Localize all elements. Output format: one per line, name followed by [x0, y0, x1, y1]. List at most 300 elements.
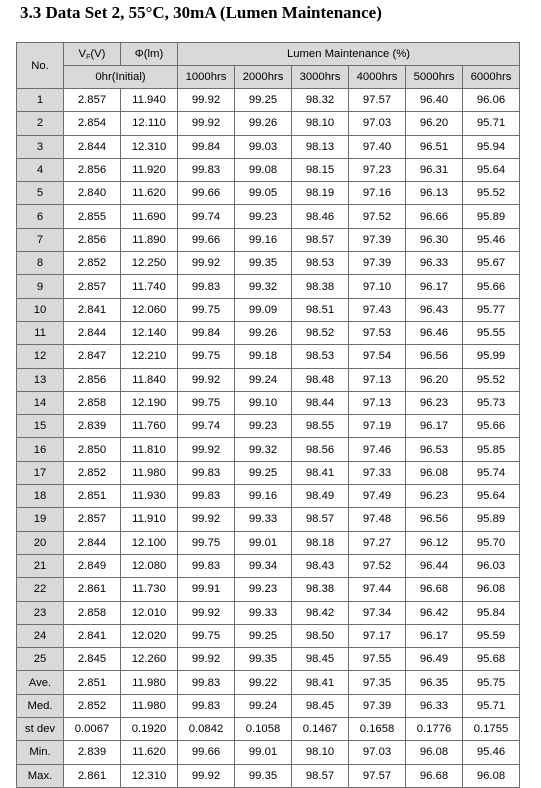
- table-cell: 95.71: [463, 694, 520, 717]
- table-cell: 97.39: [349, 228, 406, 251]
- table-cell: 99.32: [235, 275, 292, 298]
- table-cell: 97.48: [349, 508, 406, 531]
- table-cell: 12.210: [121, 345, 178, 368]
- table-cell: 2.855: [64, 205, 121, 228]
- header-vf-unit: (V): [90, 47, 106, 60]
- row-label: 7: [17, 228, 64, 251]
- table-row: [17, 485, 520, 508]
- section-title: 3.3 Data Set 2, 55°C, 30mA (Lumen Maintenance): [20, 3, 382, 22]
- table-cell: 99.25: [235, 624, 292, 647]
- header-hour: 6000hrs: [463, 66, 520, 89]
- table-cell: 98.10: [292, 741, 349, 764]
- table-cell: 99.75: [178, 624, 235, 647]
- table-cell: 98.15: [292, 158, 349, 181]
- table-cell: 99.25: [235, 461, 292, 484]
- table-cell: 98.19: [292, 182, 349, 205]
- table-cell: 99.10: [235, 391, 292, 414]
- table-cell: 0.1658: [349, 718, 406, 741]
- table-cell: 95.73: [463, 391, 520, 414]
- table-cell: 2.844: [64, 321, 121, 344]
- row-label: st dev: [17, 718, 64, 741]
- table-cell: 96.31: [406, 158, 463, 181]
- table-cell: 99.35: [235, 764, 292, 787]
- table-row: [17, 158, 520, 181]
- table-cell: 95.71: [463, 112, 520, 135]
- table-cell: 95.46: [463, 741, 520, 764]
- table-cell: 12.020: [121, 624, 178, 647]
- table-cell: 99.22: [235, 671, 292, 694]
- table-cell: 95.70: [463, 531, 520, 554]
- table-cell: 2.854: [64, 112, 121, 135]
- table-cell: 99.92: [178, 438, 235, 461]
- table-cell: 11.890: [121, 228, 178, 251]
- row-label: 5: [17, 182, 64, 205]
- table-cell: 98.42: [292, 601, 349, 624]
- table-cell: 2.850: [64, 438, 121, 461]
- table-cell: 99.26: [235, 112, 292, 135]
- table-row: [17, 135, 520, 158]
- row-label: 19: [17, 508, 64, 531]
- table-cell: 99.92: [178, 764, 235, 787]
- table-cell: 2.851: [64, 485, 121, 508]
- table-cell: 95.66: [463, 415, 520, 438]
- row-label: 6: [17, 205, 64, 228]
- table-cell: 96.68: [406, 578, 463, 601]
- table-cell: 99.92: [178, 252, 235, 275]
- row-label: 10: [17, 298, 64, 321]
- table-row: [17, 764, 520, 787]
- row-label: 13: [17, 368, 64, 391]
- table-cell: 96.44: [406, 554, 463, 577]
- table-cell: 99.23: [235, 415, 292, 438]
- table-cell: 98.38: [292, 275, 349, 298]
- table-cell: 99.01: [235, 531, 292, 554]
- table-cell: 95.77: [463, 298, 520, 321]
- table-cell: 97.40: [349, 135, 406, 158]
- table-cell: 0.1755: [463, 718, 520, 741]
- table-cell: 98.51: [292, 298, 349, 321]
- table-cell: 11.980: [121, 694, 178, 717]
- table-cell: 97.10: [349, 275, 406, 298]
- table-cell: 99.66: [178, 182, 235, 205]
- table-cell: 96.30: [406, 228, 463, 251]
- table-cell: 96.43: [406, 298, 463, 321]
- table-cell: 97.03: [349, 112, 406, 135]
- table-cell: 12.100: [121, 531, 178, 554]
- table-cell: 97.03: [349, 741, 406, 764]
- row-label: 15: [17, 415, 64, 438]
- table-cell: 99.23: [235, 205, 292, 228]
- table-cell: 2.858: [64, 391, 121, 414]
- table-cell: 97.23: [349, 158, 406, 181]
- table-cell: 97.17: [349, 624, 406, 647]
- header-hour: 1000hrs: [178, 66, 235, 89]
- table-cell: 96.03: [463, 554, 520, 577]
- table-cell: 95.55: [463, 321, 520, 344]
- table-cell: 97.57: [349, 89, 406, 112]
- table-cell: 11.840: [121, 368, 178, 391]
- table-cell: 95.89: [463, 508, 520, 531]
- table-row: [17, 648, 520, 671]
- table-cell: 96.68: [406, 764, 463, 787]
- table-cell: 97.34: [349, 601, 406, 624]
- lumen-maintenance-table: [16, 42, 520, 788]
- table-cell: 99.92: [178, 601, 235, 624]
- table-row: [17, 298, 520, 321]
- table-cell: 99.16: [235, 228, 292, 251]
- table-cell: 12.310: [121, 135, 178, 158]
- table-cell: 97.53: [349, 321, 406, 344]
- header-row-2: [17, 66, 520, 89]
- table-cell: 97.55: [349, 648, 406, 671]
- table-cell: 99.83: [178, 461, 235, 484]
- header-vf-sub: F: [86, 53, 91, 61]
- table-cell: 99.25: [235, 89, 292, 112]
- table-row: [17, 252, 520, 275]
- table-row: [17, 112, 520, 135]
- table-cell: 12.310: [121, 764, 178, 787]
- table-cell: 97.19: [349, 415, 406, 438]
- table-cell: 2.856: [64, 158, 121, 181]
- table-cell: 12.080: [121, 554, 178, 577]
- table-cell: 99.35: [235, 252, 292, 275]
- table-cell: 96.56: [406, 508, 463, 531]
- table-cell: 2.839: [64, 415, 121, 438]
- table-cell: 99.23: [235, 578, 292, 601]
- table-cell: 97.57: [349, 764, 406, 787]
- table-cell: 11.690: [121, 205, 178, 228]
- row-label: 23: [17, 601, 64, 624]
- header-lumen-maintenance: Lumen Maintenance (%): [178, 43, 520, 66]
- table-cell: 2.857: [64, 508, 121, 531]
- table-cell: 99.83: [178, 275, 235, 298]
- table-cell: 99.83: [178, 158, 235, 181]
- table-cell: 97.27: [349, 531, 406, 554]
- table-cell: 97.13: [349, 368, 406, 391]
- table-cell: 99.32: [235, 438, 292, 461]
- table-cell: 99.24: [235, 368, 292, 391]
- table-cell: 96.20: [406, 368, 463, 391]
- table-cell: 95.75: [463, 671, 520, 694]
- table-cell: 97.43: [349, 298, 406, 321]
- table-row: [17, 508, 520, 531]
- table-cell: 99.92: [178, 112, 235, 135]
- table-cell: 95.67: [463, 252, 520, 275]
- table-cell: 98.57: [292, 508, 349, 531]
- table-cell: 96.23: [406, 391, 463, 414]
- table-cell: 96.33: [406, 252, 463, 275]
- table-cell: 2.861: [64, 764, 121, 787]
- table-cell: 95.68: [463, 648, 520, 671]
- table-cell: 12.060: [121, 298, 178, 321]
- table-cell: 95.66: [463, 275, 520, 298]
- row-label: 24: [17, 624, 64, 647]
- table-cell: 95.94: [463, 135, 520, 158]
- table-cell: 96.08: [406, 461, 463, 484]
- table-cell: 96.20: [406, 112, 463, 135]
- table-cell: 0.1920: [121, 718, 178, 741]
- table-cell: 99.05: [235, 182, 292, 205]
- table-cell: 96.17: [406, 624, 463, 647]
- table-cell: 99.84: [178, 135, 235, 158]
- table-cell: 96.13: [406, 182, 463, 205]
- table-cell: 96.08: [463, 578, 520, 601]
- header-hour: 4000hrs: [349, 66, 406, 89]
- header-vf-main: V: [78, 47, 87, 60]
- table-cell: 97.33: [349, 461, 406, 484]
- table-cell: 95.46: [463, 228, 520, 251]
- row-label: 9: [17, 275, 64, 298]
- header-vf: [64, 43, 121, 66]
- table-cell: 96.12: [406, 531, 463, 554]
- table-cell: 2.857: [64, 275, 121, 298]
- table-cell: 96.49: [406, 648, 463, 671]
- table-cell: 2.858: [64, 601, 121, 624]
- table-cell: 96.56: [406, 345, 463, 368]
- table-cell: 96.17: [406, 415, 463, 438]
- table-cell: 11.730: [121, 578, 178, 601]
- table-cell: 98.53: [292, 345, 349, 368]
- table-cell: 0.1058: [235, 718, 292, 741]
- table-cell: 99.33: [235, 601, 292, 624]
- table-cell: 97.46: [349, 438, 406, 461]
- row-label: 25: [17, 648, 64, 671]
- table-cell: 98.13: [292, 135, 349, 158]
- table-cell: 99.66: [178, 228, 235, 251]
- table-cell: 99.18: [235, 345, 292, 368]
- table-cell: 2.840: [64, 182, 121, 205]
- table-cell: 99.35: [235, 648, 292, 671]
- table-cell: 96.53: [406, 438, 463, 461]
- table-row: [17, 415, 520, 438]
- table-cell: 99.01: [235, 741, 292, 764]
- table-cell: 2.852: [64, 461, 121, 484]
- table-cell: 2.856: [64, 368, 121, 391]
- table-row: [17, 718, 520, 741]
- table-cell: 96.06: [463, 89, 520, 112]
- table-cell: 98.57: [292, 764, 349, 787]
- table-cell: 2.845: [64, 648, 121, 671]
- table-cell: 2.857: [64, 89, 121, 112]
- table-cell: 11.620: [121, 741, 178, 764]
- table-cell: 95.64: [463, 485, 520, 508]
- table-cell: 96.46: [406, 321, 463, 344]
- table-row: [17, 345, 520, 368]
- table-cell: 96.35: [406, 671, 463, 694]
- table-row: [17, 601, 520, 624]
- header-hour: 2000hrs: [235, 66, 292, 89]
- table-cell: 97.52: [349, 554, 406, 577]
- table-cell: 97.16: [349, 182, 406, 205]
- table-cell: 99.91: [178, 578, 235, 601]
- table-cell: 98.18: [292, 531, 349, 554]
- table-row: [17, 624, 520, 647]
- table-cell: 12.190: [121, 391, 178, 414]
- row-label: 11: [17, 321, 64, 344]
- table-cell: 11.810: [121, 438, 178, 461]
- table-cell: 95.84: [463, 601, 520, 624]
- table-cell: 99.92: [178, 89, 235, 112]
- table-cell: 12.140: [121, 321, 178, 344]
- table-cell: 99.24: [235, 694, 292, 717]
- table-cell: 2.851: [64, 671, 121, 694]
- table-cell: 98.50: [292, 624, 349, 647]
- row-label: 16: [17, 438, 64, 461]
- table-cell: 97.54: [349, 345, 406, 368]
- table-cell: 12.260: [121, 648, 178, 671]
- table-row: [17, 228, 520, 251]
- table-cell: 2.861: [64, 578, 121, 601]
- table-cell: 2.852: [64, 252, 121, 275]
- table-cell: 95.59: [463, 624, 520, 647]
- table-cell: 97.49: [349, 485, 406, 508]
- row-label: 18: [17, 485, 64, 508]
- table-cell: 98.55: [292, 415, 349, 438]
- table-cell: 99.33: [235, 508, 292, 531]
- table-cell: 99.83: [178, 485, 235, 508]
- table-row: [17, 321, 520, 344]
- table-cell: 95.89: [463, 205, 520, 228]
- table-cell: 99.92: [178, 508, 235, 531]
- table-cell: 11.980: [121, 461, 178, 484]
- table-cell: 97.39: [349, 694, 406, 717]
- table-cell: 98.43: [292, 554, 349, 577]
- row-label: Ave.: [17, 671, 64, 694]
- table-cell: 0.0842: [178, 718, 235, 741]
- table-cell: 99.92: [178, 648, 235, 671]
- table-cell: 11.930: [121, 485, 178, 508]
- header-flux: Φ(lm): [121, 43, 178, 66]
- table-cell: 95.99: [463, 345, 520, 368]
- table-cell: 98.56: [292, 438, 349, 461]
- table-cell: 96.40: [406, 89, 463, 112]
- table-cell: 11.910: [121, 508, 178, 531]
- table-cell: 96.51: [406, 135, 463, 158]
- table-cell: 2.852: [64, 694, 121, 717]
- table-cell: 98.44: [292, 391, 349, 414]
- table-cell: 96.66: [406, 205, 463, 228]
- table-cell: 0.1467: [292, 718, 349, 741]
- table-row: [17, 438, 520, 461]
- table-cell: 98.32: [292, 89, 349, 112]
- table-cell: 96.08: [463, 764, 520, 787]
- table-row: [17, 391, 520, 414]
- table-cell: 98.41: [292, 461, 349, 484]
- table-cell: 99.83: [178, 554, 235, 577]
- row-label: 20: [17, 531, 64, 554]
- table-row: [17, 671, 520, 694]
- table-cell: 99.92: [178, 368, 235, 391]
- table-cell: 2.841: [64, 624, 121, 647]
- table-cell: 98.41: [292, 671, 349, 694]
- table-cell: 99.74: [178, 415, 235, 438]
- table-cell: 98.52: [292, 321, 349, 344]
- row-label: 21: [17, 554, 64, 577]
- table-cell: 96.42: [406, 601, 463, 624]
- row-label: 2: [17, 112, 64, 135]
- table-cell: 99.09: [235, 298, 292, 321]
- table-cell: 96.33: [406, 694, 463, 717]
- table-row: [17, 531, 520, 554]
- table-cell: 95.52: [463, 182, 520, 205]
- table-cell: 99.75: [178, 531, 235, 554]
- table-cell: 97.52: [349, 205, 406, 228]
- table-cell: 98.38: [292, 578, 349, 601]
- row-label: Med.: [17, 694, 64, 717]
- header-hour: 5000hrs: [406, 66, 463, 89]
- table-cell: 95.64: [463, 158, 520, 181]
- table-cell: 96.08: [406, 741, 463, 764]
- table-cell: 99.83: [178, 694, 235, 717]
- table-cell: 98.45: [292, 694, 349, 717]
- table-row: [17, 461, 520, 484]
- row-label: 22: [17, 578, 64, 601]
- table-cell: 11.620: [121, 182, 178, 205]
- table-cell: 2.844: [64, 531, 121, 554]
- header-initial: 0hr(Initial): [64, 66, 178, 89]
- table-cell: 11.920: [121, 158, 178, 181]
- table-cell: 97.35: [349, 671, 406, 694]
- table-cell: 97.13: [349, 391, 406, 414]
- header-hour: 3000hrs: [292, 66, 349, 89]
- table-cell: 99.75: [178, 391, 235, 414]
- table-cell: 99.34: [235, 554, 292, 577]
- table-cell: 99.66: [178, 741, 235, 764]
- table-row: [17, 694, 520, 717]
- table-cell: 95.85: [463, 438, 520, 461]
- table-cell: 99.26: [235, 321, 292, 344]
- table-cell: 98.49: [292, 485, 349, 508]
- table-cell: 99.03: [235, 135, 292, 158]
- table-cell: 97.39: [349, 252, 406, 275]
- table-cell: 11.740: [121, 275, 178, 298]
- row-label: 1: [17, 89, 64, 112]
- row-label: 8: [17, 252, 64, 275]
- table-cell: 0.1776: [406, 718, 463, 741]
- table-cell: 11.760: [121, 415, 178, 438]
- table-cell: 11.940: [121, 89, 178, 112]
- table-cell: 95.74: [463, 461, 520, 484]
- table-cell: 99.16: [235, 485, 292, 508]
- header-row-1: [17, 43, 520, 66]
- table-row: [17, 89, 520, 112]
- table-cell: 11.980: [121, 671, 178, 694]
- table-cell: 96.17: [406, 275, 463, 298]
- table-cell: 98.57: [292, 228, 349, 251]
- table-cell: 97.44: [349, 578, 406, 601]
- table-cell: 2.841: [64, 298, 121, 321]
- table-cell: 98.10: [292, 112, 349, 135]
- table-row: [17, 368, 520, 391]
- table-row: [17, 554, 520, 577]
- row-label: Max.: [17, 764, 64, 787]
- table-row: [17, 182, 520, 205]
- table-cell: 98.48: [292, 368, 349, 391]
- table-cell: 2.847: [64, 345, 121, 368]
- table-cell: 99.08: [235, 158, 292, 181]
- table-cell: 12.110: [121, 112, 178, 135]
- row-label: 17: [17, 461, 64, 484]
- table-cell: 2.844: [64, 135, 121, 158]
- table-row: [17, 578, 520, 601]
- header-no: No.: [17, 43, 64, 89]
- row-label: 4: [17, 158, 64, 181]
- table-cell: 99.74: [178, 205, 235, 228]
- table-cell: 95.52: [463, 368, 520, 391]
- table-row: [17, 205, 520, 228]
- table-cell: 96.23: [406, 485, 463, 508]
- table-cell: 2.849: [64, 554, 121, 577]
